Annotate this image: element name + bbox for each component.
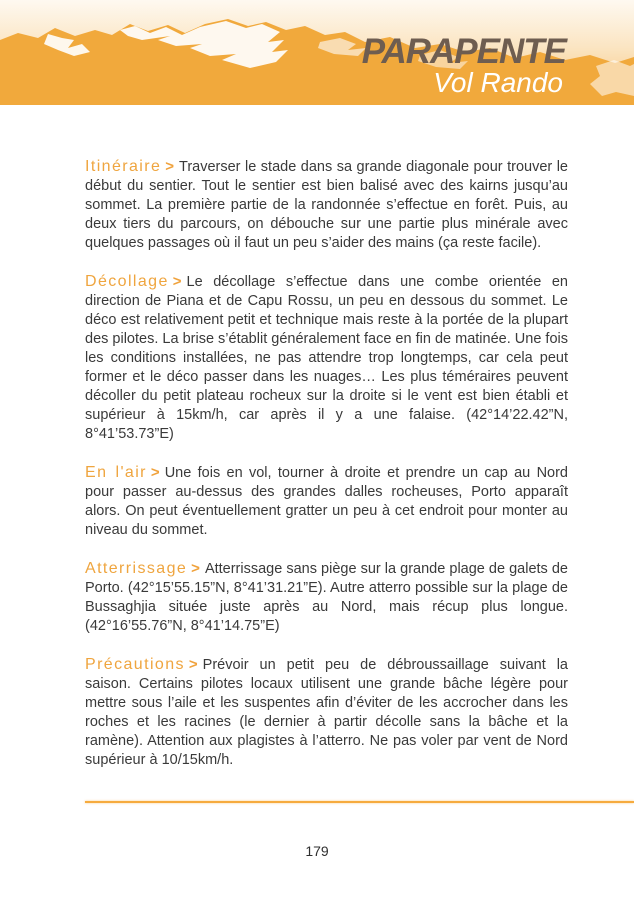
footer-rule (85, 801, 634, 803)
section-heading-precautions: Précautions (85, 656, 185, 673)
section-heading-en-l-air: En l'air (85, 464, 147, 481)
section-precautions (85, 655, 568, 770)
header-subtitle: Vol Rando (433, 67, 563, 98)
header-banner (0, 0, 634, 105)
chevron-icon: > (191, 560, 200, 577)
chevron-icon: > (165, 158, 175, 175)
page-number: 179 (305, 843, 329, 859)
section-heading-atterrissage: Atterrissage (85, 560, 188, 577)
section-decollage (85, 272, 568, 444)
section-body-precautions: Prévoir un petit peu de débroussaillage suivant la saison. Certains pilotes locaux utilisent une grande bâche légère pour mettre sous l’aile et les suspentes afin d’éviter de les accrocher dans les roches et les racines (le dernier à partir décolle sans la bâche et la ramène). Attention aux plagistes à l’atterro. Ne pas voler par vent de Nord supérieur à 10/15km/h. (85, 657, 568, 768)
section-itineraire (85, 157, 568, 253)
chevron-icon: > (172, 273, 182, 290)
section-en-l-air (85, 463, 568, 540)
section-body-en-l-air: Une fois en vol, tourner à droite et prendre un cap au Nord pour passer au-dessus des grandes dalles rocheuses, Porto apparaît alors. On peut éventuellement gratter un peu à cet endroit pour monter au niveau du sommet. (85, 465, 568, 538)
chevron-icon: > (150, 464, 160, 481)
page-content (85, 157, 568, 789)
section-heading-decollage: Décollage (85, 273, 169, 290)
header-title: PARAPENTE (361, 32, 566, 71)
section-atterrissage (85, 559, 568, 636)
section-body-atterrissage: Atterrissage sans piège sur la grande plage de galets de Porto. (42°15’55.15”N, 8°41’31.21”E). Autre atterro possible sur la plage de Bussaghjia située juste après au Nord, mais récup plus longue. (42°16’55.76”N, 8°41’14.75”E) (85, 561, 568, 634)
chevron-icon: > (188, 656, 198, 673)
section-heading-itineraire: Itinéraire (85, 158, 162, 175)
section-body-decollage: Le décollage s’effectue dans une combe orientée en direction de Piana et de Capu Rossu, un peu en dessous du sommet. Le déco est relativement petit et technique mais reste à la portée de la plupart des pilotes. La brise s’établit généralement face en fin de matinée. Une fois les conditions installées, ne pas attendre trop longtemps, car cela peut former et le déco passer dans les nuages… Les plus téméraires peuvent décoller du petit plateau rocheux sur la droite si le vent est bien établi et supérieur à 15km/h, car après il y a une falaise. (42°14’22.42”N, 8°41’53.73”E) (85, 274, 568, 442)
section-body-itineraire: Traverser le stade dans sa grande diagonale pour trouver le début du sentier. Tout le sentier est bien balisé avec des kairns jusqu’au sommet. La première partie de la randonnée s’effectue en forêt. Puis, au deux tiers du parcours, on débouche sur une partie plus minérale avec quelques passages où il faut un peu s’aider des mains (ça reste facile). (85, 159, 568, 251)
